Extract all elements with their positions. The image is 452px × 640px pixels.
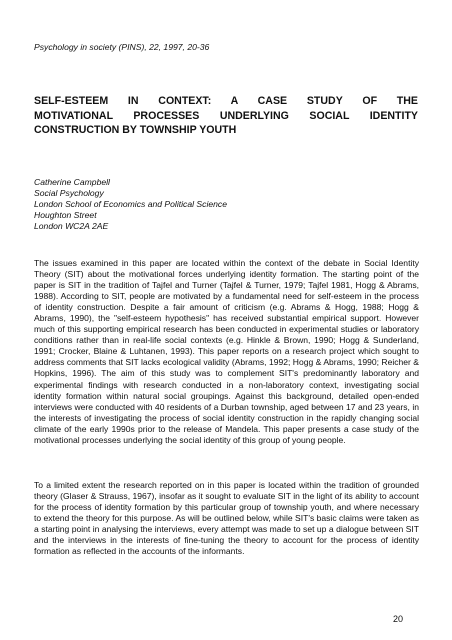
paper-title <box>34 94 418 138</box>
title-line: SELF-ESTEEM IN CONTEXT: A CASE STUDY OF THE <box>34 95 418 107</box>
journal-reference: Psychology in society (PINS), 22, 1997, 20-36 <box>34 42 210 52</box>
author-name: Catherine Campbell <box>34 177 110 187</box>
author-city: London WC2A 2AE <box>34 221 109 231</box>
title-line: MOTIVATIONAL PROCESSES UNDERLYING SOCIAL IDENTITY <box>34 109 418 122</box>
body-paragraph: To a limited extent the research reported on in this paper is located within the tradition of grounded theory (Glaser & Strauss, 1967), insofar as it sought to evaluate SIT in the light of its ability to account for the process of identity formation by this particular group of township youth, and where necessary to extend the theory for this purpose. As will be outlined below, while SIT's basic claims were taken as a starting point in analysing the interviews, every attempt was made to set up a dialogue between SIT and the interviews in the interests of fine-tuning the theory to account for the process of identity formation as reflected in the accounts of the informants. <box>34 480 419 557</box>
title-line: CONSTRUCTION BY TOWNSHIP YOUTH <box>34 124 237 136</box>
author-block <box>34 177 414 232</box>
page-number: 20 <box>393 614 404 624</box>
author-department: Social Psychology <box>34 188 104 198</box>
body-paragraph: The issues examined in this paper are located within the context of the debate in Social Identity Theory (SIT) about the motivational forces underlying identity formation. The starting point of the paper is SIT in the tradition of Tajfel and Turner (Tajfel & Turner, 1979; Tajfel 1981, Hogg & Abrams, 1988). According to SIT, people are motivated by a fundamental need for self-esteem in the process of identity construction. Despite a fair amount of criticism (e.g. Abrams & Hogg, 1988; Hogg & Abrams, 1990), the "self-esteem hypothesis" has received substantial empirical support. However much of this supporting empirical research has been conducted in experimental studies or laboratory conditions rather than in real-life social contexts (e.g. Hinkle & Brown, 1990; Hogg & Sunderland, 1991; Crocker, Blaine & Luhtanen, 1993). This paper reports on a research project which sought to address comments that SIT lacks ecological validity (Abrams, 1992; Hogg & Abrams, 1990; Reicher & Hopkins, 1996). The aim of this study was to complement SIT's predominantly laboratory and experimental findings with research conducted in a non-laboratory context, investigating social identity formation within natural social groupings. Against this background, detailed open-ended interviews were conducted with 40 residents of a Durban township, aged between 17 and 23 years, in the interests of investigating the process of social identity construction in the rapidly changing social climate of the early 1990s prior to the release of Mandela. This paper presents a case study of the motivational processes underlying the social identity of this group of young people. <box>34 258 419 445</box>
author-street: Houghton Street <box>34 210 97 220</box>
author-institution: London School of Economics and Political Science <box>34 199 227 209</box>
